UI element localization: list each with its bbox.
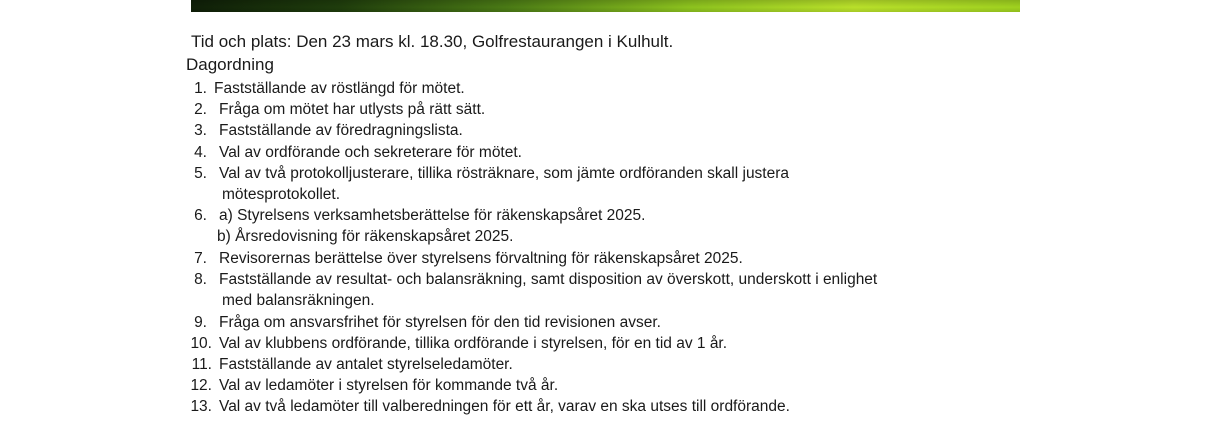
agenda-item-continuation: med balansräkningen.	[222, 292, 375, 309]
agenda-item-number: 4.	[194, 144, 207, 161]
agenda-item-text: Fastställande av resultat- och balansräkning, samt disposition av överskott, underskott i enlighet	[219, 271, 878, 288]
agenda-item-number: 1.	[194, 80, 207, 97]
agenda-item-number: 3.	[194, 122, 207, 139]
agenda-item-text: Val av två protokolljusterare, tillika rösträknare, som jämte ordföranden skall justera	[219, 165, 790, 182]
agenda-item-text: a) Styrelsens verksamhetsberättelse för räkenskapsåret 2025.	[219, 207, 646, 224]
agenda-item-continuation: mötesprotokollet.	[222, 186, 341, 203]
agenda-item-text: Fråga om ansvarsfrihet för styrelsen för den tid revisionen avser.	[219, 314, 661, 331]
agenda-item-text: Val av två ledamöter till valberedningen för ett år, varav en ska utses till ordförande.	[219, 398, 790, 415]
agenda-item-number: 11.	[191, 356, 212, 373]
agenda-item-text: Fastställande av antalet styrelseledamöter.	[219, 356, 513, 373]
agenda-item-number: 10.	[190, 335, 212, 352]
meeting-time-place: Tid och plats: Den 23 mars kl. 18.30, Golfrestaurangen i Kulhult.	[191, 32, 674, 51]
agenda-item-number: 9.	[194, 314, 207, 331]
agenda-item-number: 12.	[190, 377, 212, 394]
agenda-item-text: Revisorernas berättelse över styrelsens förvaltning för räkenskapsåret 2025.	[219, 250, 743, 267]
agenda-item-text: Fastställande av röstlängd för mötet.	[214, 80, 465, 97]
agenda-item-text: Fastställande av föredragningslista.	[219, 122, 463, 139]
header-banner-image	[191, 0, 1020, 12]
agenda-item-continuation: b) Årsredovisning för räkenskapsåret 2025.	[217, 228, 514, 245]
agenda-heading: Dagordning	[186, 55, 274, 74]
agenda-item-text: Val av klubbens ordförande, tillika ordförande i styrelsen, för en tid av 1 år.	[219, 335, 728, 352]
agenda-item-text: Fråga om mötet har utlysts på rätt sätt.	[219, 101, 486, 118]
agenda-item-text: Val av ledamöter i styrelsen för kommande två år.	[219, 377, 559, 394]
agenda-item-text: Val av ordförande och sekreterare för mötet.	[219, 144, 522, 161]
agenda-item-number: 2.	[194, 101, 207, 118]
agenda-item-number: 6.	[194, 207, 207, 224]
agenda-item-number: 5.	[194, 165, 207, 182]
agenda-item-number: 13.	[190, 398, 212, 415]
agenda-item-number: 7.	[194, 250, 207, 267]
agenda-item-number: 8.	[194, 271, 207, 288]
